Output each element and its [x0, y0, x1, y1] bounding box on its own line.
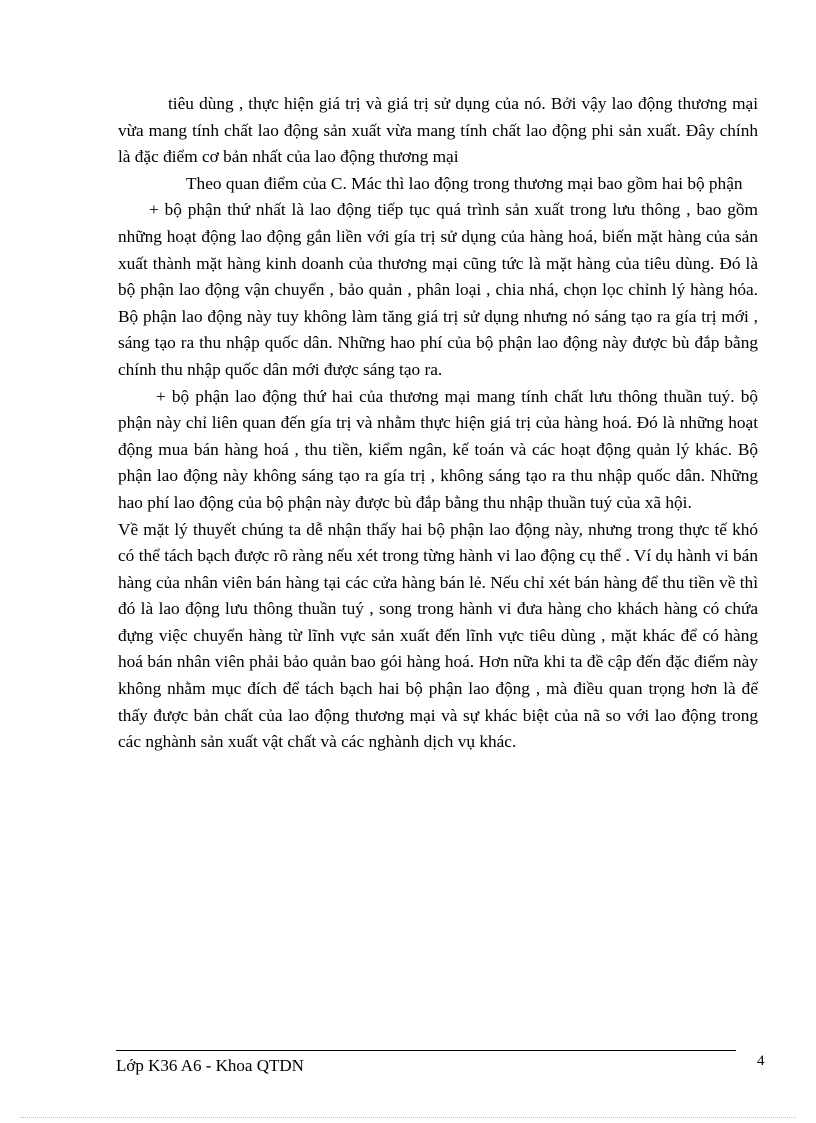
paragraph-1: tiêu dùng , thực hiện giá trị và giá trị sử dụng của nó. Bởi vậy lao động thương mại vừa mang tính chất lao động sản xuất vừa mang tính chất lao động phi sản xuất. Đây chính là đặc điểm cơ bản nhất của lao động thương mại	[118, 94, 758, 167]
body-text	[118, 91, 758, 756]
paragraph-3: + bộ phận thứ nhất là lao động tiếp tục quá trình sản xuất trong lưu thông , bao gồm những hoạt động lao động gắn liền với gía trị sử dụng của hàng hoá, biến mặt hàng của sản xuất thành mặt hàng kinh doanh của thương mại cũng tức là mặt hàng của tiêu dùng. Đó là bộ phận lao động vận chuyển , bảo quản , phân loại , chia nhá, chọn lọc chỉnh lý hàng hóa. Bộ phận lao động này tuy không làm tăng giá trị sử dụng nhưng nó sáng tạo ra gía trị mới , sáng tạo ra thu nhập quốc dân. Những hao phí của bộ phận lao động này được bù đắp bằng chính thu nhập quốc dân mới được sáng tạo ra.	[118, 200, 758, 379]
paragraph-2: Theo quan điểm của C. Mác thì lao động trong thương mại bao gồm hai bộ phận	[186, 173, 743, 193]
paragraph-4: + bộ phận lao động thứ hai của thương mại mang tính chất lưu thông thuần tuý. bộ phận này chỉ liên quan đến gía trị và nhằm thực hiện giá trị của hàng hoá. Đó là những hoạt động mua bán hàng hoá , thu tiền, kiểm ngân, kế toán và các hoạt động quản lý khác. Bộ phận lao động này không sáng tạo ra gía trị , không sáng tạo ra thu nhập quốc dân. Những hao phí lao động của bộ phận này được bù đắp bằng thu nhập thuần tuý của xã hội.	[118, 386, 758, 512]
footer-label: Lớp K36 A6 - Khoa QTDN	[116, 1056, 304, 1075]
footer-divider	[116, 1050, 736, 1051]
page-bottom-edge	[20, 1117, 796, 1118]
paragraph-5: Về mặt lý thuyết chúng ta dễ nhận thấy hai bộ phận lao động này, nhưng trong thực tế khó có thể tách bạch được rõ ràng nếu xét trong từng hành vi lao động cụ thể . Ví dụ hành vi bán hàng của nhân viên bán hàng tại các cửa hàng bán lẻ. Nếu chỉ xét bán hàng để thu tiền về thì đó là lao động lưu thông thuần tuý , song trong hành vi đưa hàng cho khách hàng có chứa đựng việc chuyển hàng từ lĩnh vực sản xuất đến lĩnh vực tiêu dùng , mặt khác để có hàng hoá bán nhân viên phải bảo quản bao gói hàng hoá. Hơn nữa khi ta đề cập đến đặc điểm này không nhằm mục đích để tách bạch hai bộ phận lao động , mà điều quan trọng hơn là để thấy được bản chất của lao động thương mại và sự khác biệt của nã so với lao động trong các nghành sản xuất vật chất và các nghành dịch vụ khác.	[118, 519, 758, 752]
page-number: 4	[757, 1053, 765, 1069]
